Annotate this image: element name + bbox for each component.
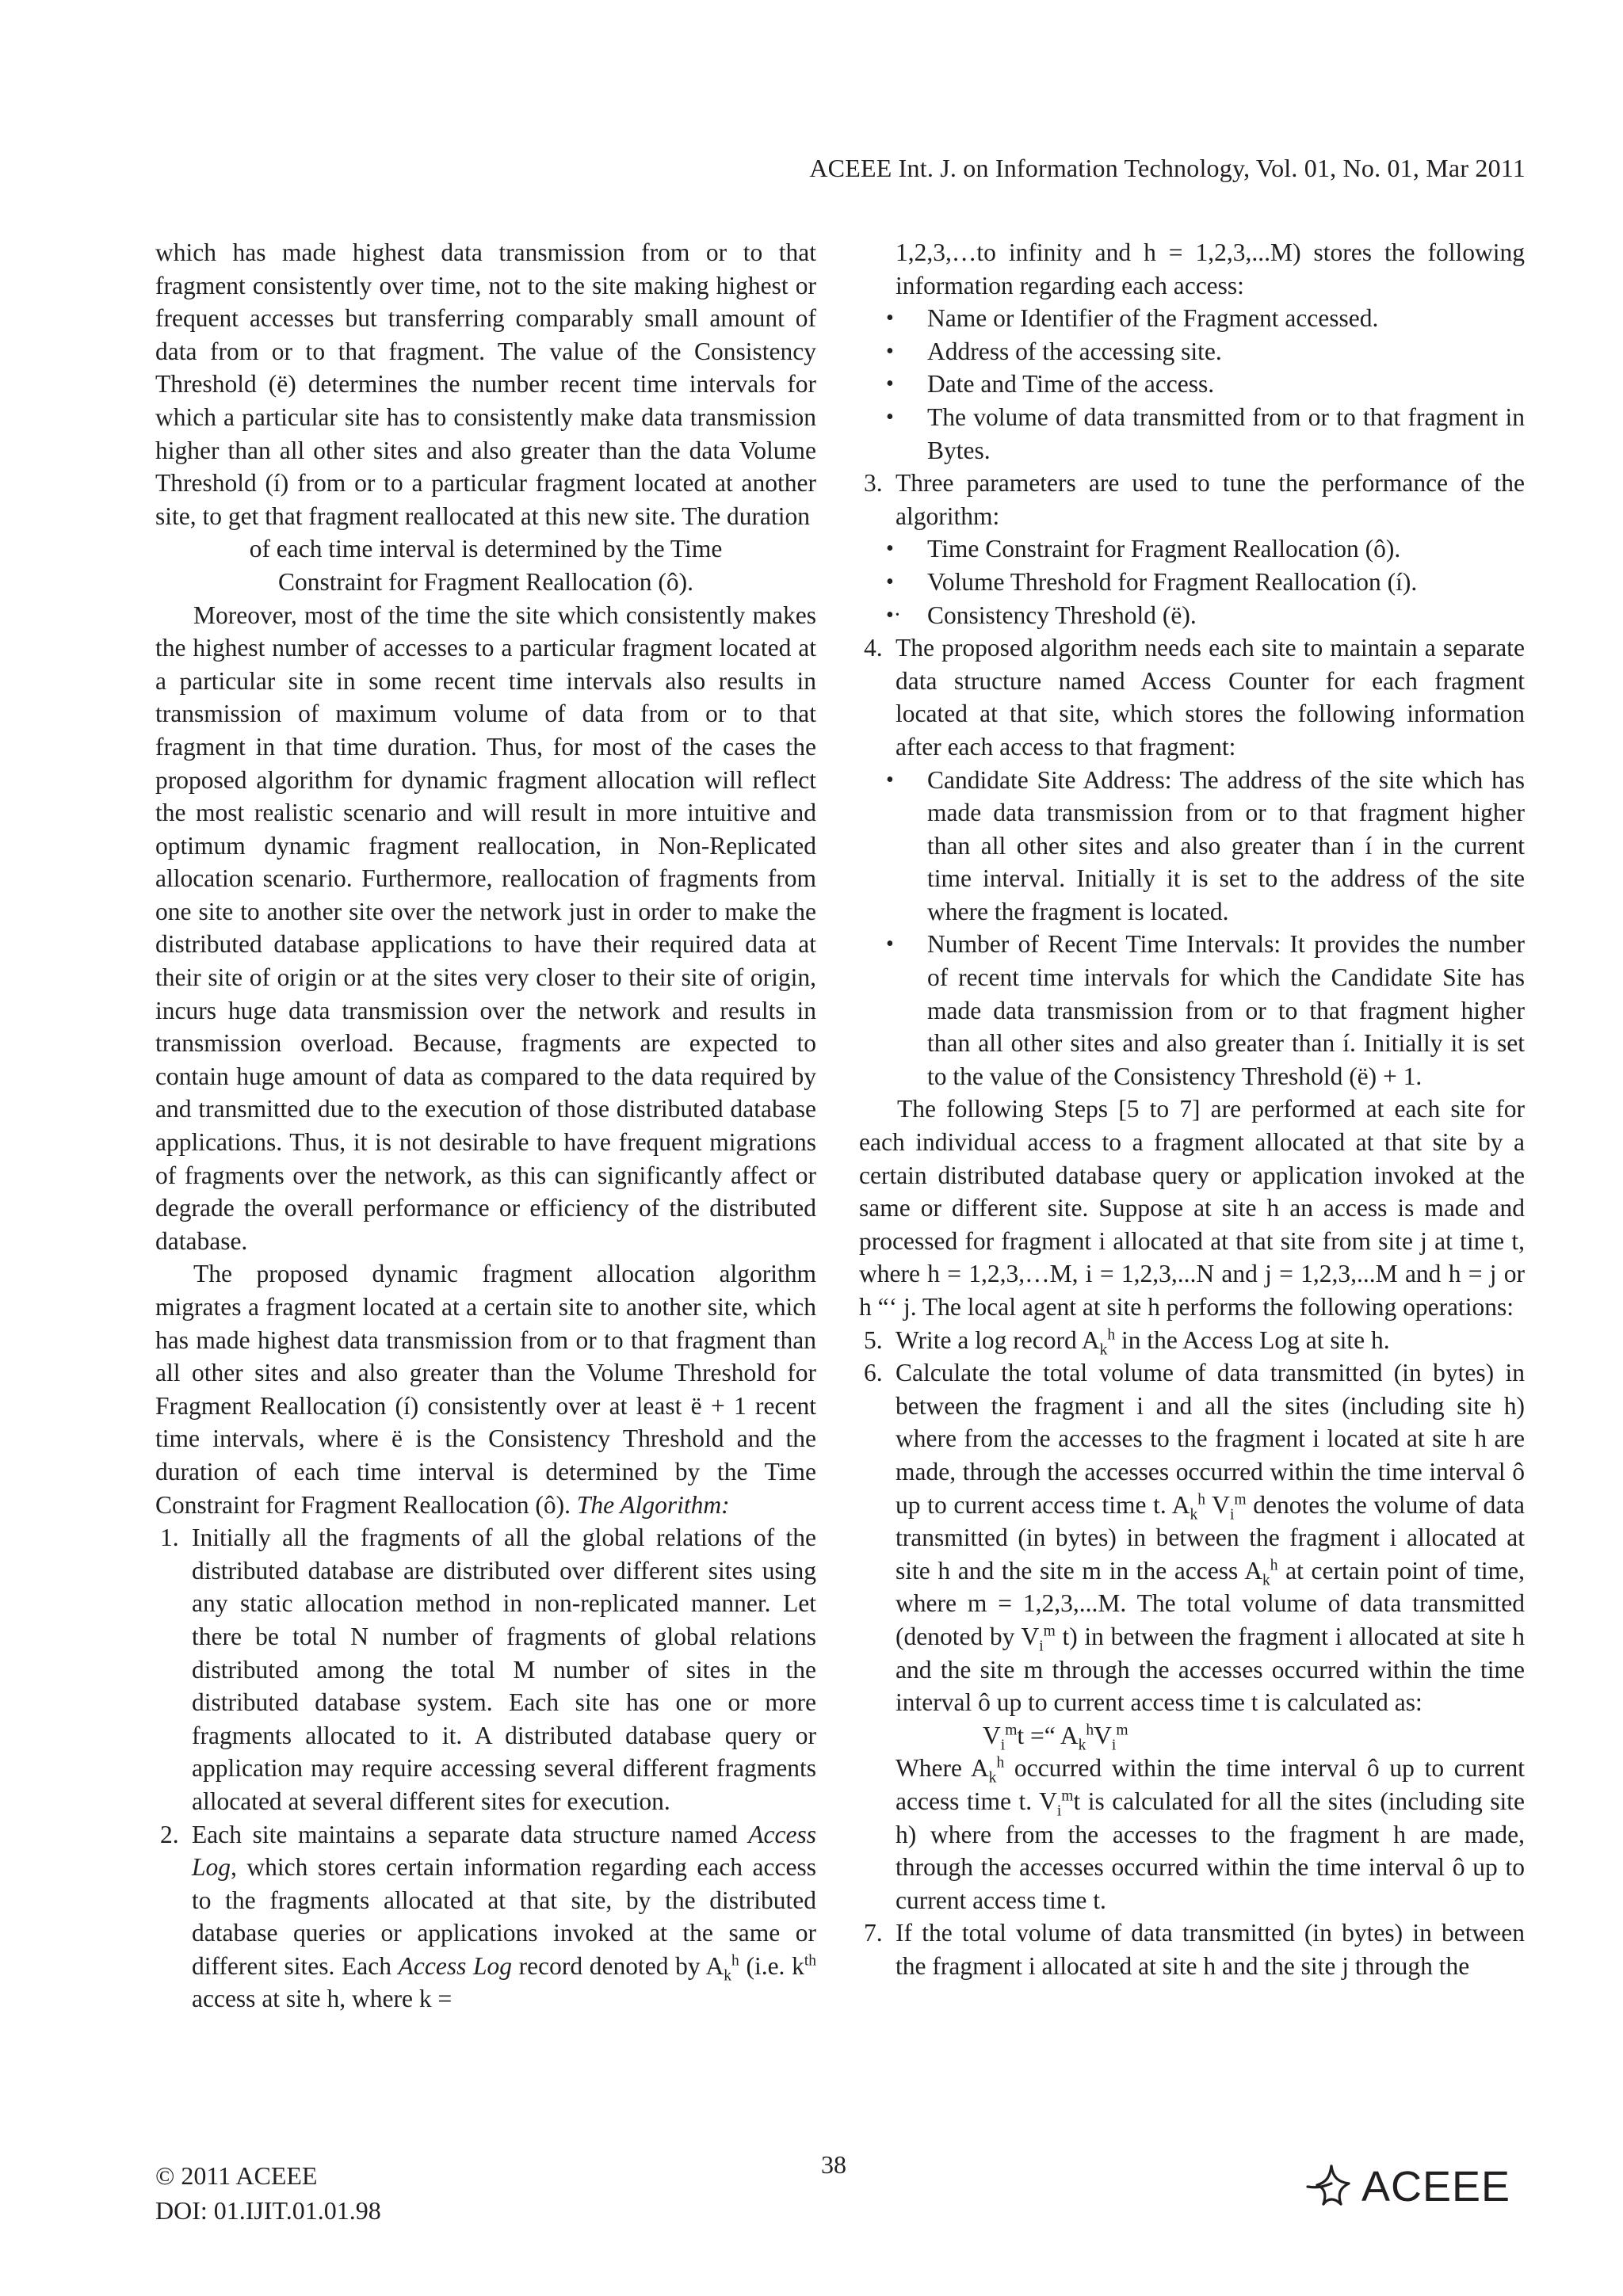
list-item <box>155 1521 816 1817</box>
subscript: i <box>1229 1505 1235 1523</box>
subscript: i <box>1039 1638 1044 1655</box>
superscript: h <box>1197 1491 1206 1508</box>
footer-copyright: © 2011 ACEEE <box>155 2161 318 2190</box>
bullet-icon: • <box>886 932 894 957</box>
superscript: m <box>1234 1491 1247 1508</box>
bullet-text: Candidate Site Address: The address of the site which has made data transmission from or to that fragment higher than all other sites and also greater than í in the current time interval. Initially it is set to the address of the site where the fragment is located. <box>927 765 1525 925</box>
bullet-item <box>886 928 1525 1093</box>
algorithm-list-continued <box>859 467 1525 532</box>
bullet-text: Number of Recent Time Intervals: It provides the number of recent time intervals for which the Candidate Site has made data transmission from or to that fragment higher than all other sites and also greater than í. Initially it is set to the value of the Consistency Threshold (ë) + 1. <box>927 930 1525 1090</box>
bullet-list-log <box>859 302 1525 467</box>
list-item-text: t) in between the fragment i allocated at site h and the site m through the accesses occurred within the time interval ô up to current access time t is calculated as: <box>896 1622 1525 1717</box>
algorithm-list <box>155 1521 816 2016</box>
subscript: k <box>1190 1505 1198 1523</box>
list-item-text: record denoted by A <box>518 1951 724 1980</box>
list-continuation: 1,2,3,…to infinity and h = 1,2,3,...M) stores the following information regarding each access: <box>896 238 1525 299</box>
list-item <box>859 631 1525 763</box>
bullet-icon: • <box>886 306 894 331</box>
list-item-text: If the total volume of data transmitted (in bytes) in between the fragment i allocated at site h and the site j through the <box>896 1919 1525 1980</box>
left-column <box>155 236 816 2016</box>
superscript: h <box>1107 1326 1116 1344</box>
algorithm-heading: The Algorithm: <box>576 1490 730 1519</box>
subscript: i <box>1000 1737 1006 1754</box>
formula-explanation <box>896 1752 1525 1917</box>
list-item-text: Calculate the total volume of data transmitted (in bytes) in between the fragment i and all the sites (including site h) where from the accesses to the fragment i located at site h are made, through the accesses occurred within the time interval ô up to current access time t. A <box>896 1359 1525 1519</box>
superscript: m <box>1005 1722 1018 1739</box>
list-number: 3. <box>864 469 883 498</box>
bullet-text: Date and Time of the access. <box>927 370 1215 399</box>
formula-part: t =“ A <box>1017 1721 1079 1749</box>
paragraph: Moreover, most of the time the site which consistently makes the highest number of accesses to a particular fragment located at a particular site in some recent time intervals also results in transmission of maximum volume of data from or to that fragment in that time duration. Thus, for most of the cases the proposed algorithm for dynamic fragment allocation will reflect the most realistic scenario and will result in more intuitive and optimum dynamic fragment reallocation, in Non-Replicated allocation scenario. Furthermore, reallocation of fragments from one site to another site over the network just in order to make the distributed database applications to have their required data at their site of origin or at the sites very closer to their site of origin, incurs huge data transmission over the network and results in transmission overload. Because, fragments are expected to contain huge amount of data as compared to the data required by and transmitted due to the execution of those distributed database applications. Thus, it is not desirable to have frequent migrations of fragments over the network, as this can significantly affect or degrade the overall performance or efficiency of the distributed database. <box>155 601 816 1255</box>
list-item <box>859 1324 1525 1357</box>
list-item <box>155 1818 816 2016</box>
bullet-icon: • <box>886 338 894 364</box>
list-item-text: (i.e. k <box>739 1951 804 1980</box>
footer-doi: DOI: 01.IJIT.01.01.98 <box>155 2196 381 2225</box>
superscript: th <box>804 1952 817 1970</box>
algorithm-list-continued <box>859 631 1525 763</box>
emphasis: Access Log <box>398 1951 513 1980</box>
list-item <box>859 467 1525 532</box>
list-number: 6. <box>864 1359 883 1387</box>
explanation-text: t is calculated for all the sites (including site h) where from the accesses to the fragment h are made, through the accesses occurred within the time interval ô up to current access time t. <box>896 1787 1526 1914</box>
formula <box>896 1719 1525 1753</box>
list-number: 7. <box>864 1919 883 1947</box>
bullet-icon: • <box>886 536 894 562</box>
bullet-icon: •· <box>886 602 902 627</box>
paragraph-centered-line: Constraint for Fragment Reallocation (ô). <box>278 567 693 596</box>
superscript: m <box>1043 1623 1056 1640</box>
subscript: i <box>1111 1737 1117 1754</box>
formula-part: V <box>983 1721 1001 1749</box>
bullet-icon: • <box>886 767 894 792</box>
bullet-item <box>886 599 1525 632</box>
subscript: i <box>1056 1802 1062 1820</box>
bullet-icon: • <box>886 569 894 594</box>
list-number: 5. <box>864 1325 883 1354</box>
bullet-icon: • <box>886 404 894 429</box>
superscript: h <box>1270 1557 1278 1574</box>
explanation-text: occurred within the time interval ô up to current access time t. V <box>896 1754 1525 1815</box>
bullet-item <box>886 302 1525 335</box>
bullet-item <box>886 532 1525 566</box>
formula-part: V <box>1094 1721 1112 1749</box>
list-item-text: The proposed algorithm needs each site to maintain a separate data structure named Access Counter for each fragment located at that site, which stores the following information after each access to that fragment: <box>896 634 1525 761</box>
bullet-list-counter <box>859 764 1525 1093</box>
bullet-item <box>886 764 1525 929</box>
list-item-text: Write a log record A <box>896 1325 1100 1354</box>
list-number: 2. <box>160 1820 179 1848</box>
list-item-text: , which stores certain information regarding each access to the fragments allocated at that site, by the distributed database queries or applications invoked at the same or different sites. Each <box>192 1853 816 1980</box>
logo-text: ACEEE <box>1361 2163 1511 2210</box>
superscript: m <box>1061 1787 1074 1805</box>
superscript: h <box>1086 1722 1094 1739</box>
list-item-text: access at site h, where k = <box>192 1985 453 2013</box>
explanation-text: Where A <box>896 1754 989 1783</box>
paragraph: The following Steps [5 to 7] are performed at each site for each individual access to a fragment allocated at that site by a certain distributed database query or application invoked at the same or different site. Suppose at site h an access is made and processed for fragment i allocated at that site from site j at time t, where h = 1,2,3,…M, i = 1,2,3,...N and j = 1,2,3,...M and h = j or h “‘ j. The local agent at site h performs the following operations: <box>859 1095 1525 1321</box>
subscript: k <box>724 1967 732 1985</box>
list-item-text: Each site maintains a separate data structure named <box>192 1820 738 1848</box>
subscript: k <box>1262 1572 1270 1589</box>
bullet-text: Consistency Threshold (ë). <box>927 601 1197 629</box>
right-column <box>859 236 1525 1982</box>
superscript: m <box>1116 1722 1128 1739</box>
paragraph-text: The proposed dynamic fragment allocation algorithm migrates a fragment located at a certain site to another site, which has made highest data transmission from or to that fragment than all other sites and also greater than the Volume Threshold for Fragment Reallocation (í) consistently over at least ë + 1 recent time intervals, where ë is the Consistency Threshold and the duration of each time interval is determined by the Time Constraint for Fragment Reallocation (ô). <box>155 1260 816 1519</box>
bullet-item <box>886 401 1525 467</box>
paragraph <box>155 1257 816 1521</box>
list-item <box>859 1356 1525 1917</box>
bullet-text: Address of the accessing site. <box>927 337 1222 365</box>
subscript: k <box>988 1769 997 1787</box>
list-number: 1. <box>160 1524 179 1552</box>
bullet-text: The volume of data transmitted from or to that fragment in Bytes. <box>927 402 1525 464</box>
superscript: h <box>996 1754 1005 1772</box>
list-item <box>859 1917 1525 1982</box>
list-number: 4. <box>864 634 883 662</box>
bullet-list-params <box>859 532 1525 631</box>
paragraph-centered-line: of each time interval is determined by the Time <box>249 535 723 563</box>
bullet-item <box>886 566 1525 599</box>
emphasis: Access Log <box>192 1820 816 1882</box>
list-item-text: Initially all the fragments of all the global relations of the distributed database are distributed over different sites using any static allocation method in non-replicated manner. Let there be total N number of fragments of global relations distributed among the total M number of sites in the distributed database system. Each site has one or more fragments allocated to it. A distributed database query or application may require accessing several different fragments allocated at several different sites for execution. <box>192 1524 816 1815</box>
bullet-text: Time Constraint for Fragment Reallocation (ô). <box>927 535 1401 563</box>
bullet-item <box>886 368 1525 401</box>
subscript: k <box>1078 1737 1086 1754</box>
page-number: 38 <box>821 2150 846 2179</box>
list-item-text: V <box>1205 1490 1230 1519</box>
superscript: h <box>731 1952 739 1970</box>
subscript: k <box>1099 1341 1108 1358</box>
bullet-text: Volume Threshold for Fragment Reallocation (í). <box>927 567 1418 596</box>
aceee-logo <box>1306 2163 1510 2210</box>
aceee-star-icon <box>1306 2163 1357 2211</box>
running-head: ACEEE Int. J. on Information Technology, Vol. 01, No. 01, Mar 2011 <box>809 154 1526 182</box>
bullet-item <box>886 335 1525 368</box>
list-item-text: denotes the volume of data transmitted (in bytes) in between the fragment i allocated at site h and the site m in the access A <box>896 1490 1525 1585</box>
list-item-text: Three parameters are used to tune the performance of the algorithm: <box>896 469 1525 530</box>
paragraph: which has made highest data transmission from or to that fragment consistently over time, not to the site making highest or frequent accesses but transferring comparably small amount of data from or to that fragment. The value of the Consistency Threshold (ë) determines the number recent time intervals for which a particular site has to consistently make data transmission higher than all other sites and also greater than the data Volume Threshold (í) from or to a particular fragment located at another site, to get that fragment reallocated at this new site. The duration <box>155 238 816 530</box>
list-item-text: in the Access Log at site h. <box>1115 1325 1390 1354</box>
list-item-text: at certain point of time, where m = 1,2,3,...M. The total volume of data transmitted (denoted by V <box>896 1556 1526 1650</box>
bullet-icon: • <box>886 372 894 397</box>
algorithm-list-continued <box>859 1324 1525 1983</box>
bullet-text: Name or Identifier of the Fragment accessed. <box>927 304 1379 333</box>
